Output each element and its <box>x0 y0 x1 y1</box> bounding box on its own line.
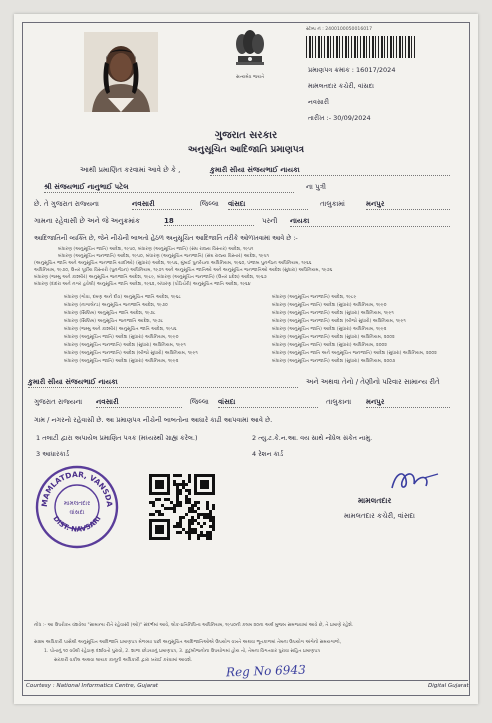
signatory-designation: મામલતદાર <box>358 496 392 505</box>
basis-item: 1 તલાટી દ્વારા અપાયેલ પ્રમાણિત પત્રક (મધ્યસ્થી ગ્રાહ્ય કરેલ.) <box>36 434 198 442</box>
legal-right-item: બંધારણ (અનુસૂચિત જનજાતિ) આદેશ (સુધારા) અધિનિયમ, ૨૦૦૨ <box>272 335 395 340</box>
footer-note: નોંધ :- આ ઉપરોક્ત વંશવેલા "સામાન્ય રીતે રહેવાસી (ઓ)" સંદર્ભમાં આવે, લોક-પ્રતિનિધિત્વ અધિનિયમ, ૧૯૫૦ની કલમ ૨૦ના અર્થ મુજબ સમજવામાં આવે છે, તે પ્રમાણે રહેશે. <box>34 623 354 628</box>
legal-ref: બંધારણ (અનુસૂચિત જાતિ) આદેશ, ૧૯૫૦, બંધારણ (અનુસૂચિત જાતિ) (સંઘ રાજ્ય વિસ્તાર) આદેશ, ૧૯૫૧ <box>58 247 254 252</box>
date-label: તારીખ :- <box>308 114 332 122</box>
legal-ref: બંધારણ (દાદરા અને નગર હવેલી) અનુસૂચિત જાતિ આદેશ, ૧૯૬૨, બંધારણ (પોંડિચેરી) અનુસૂચિત જાતિ આદેશ, ૧૯૬૪ <box>34 282 251 287</box>
signatory-office: મામલતદાર કચેરી, વાંસદા <box>344 512 415 520</box>
government-title: ગુજરાત સરકાર <box>214 130 278 141</box>
seal-top-text: MAMLATDAR, VANSDA <box>39 469 115 508</box>
state2-prefix: ગુજરાત રાજ્યના <box>34 398 83 406</box>
certificate-title: અનુસૂચિત આદિજાતિ પ્રમાણપત્ર <box>187 145 305 155</box>
list-number: 18 <box>164 217 254 226</box>
legal-ref: અધિનિયમ, ૧૯૭૦, ઉત્તર પૂર્વીય વિસ્તારો (પુનર્ગઠન) અધિનિયમ, ૧૯૭૧ અને અનુસૂચિત જાતિઓ અને અનુસૂચિત જનજાતિઓ આદેશ (સુધારા) અધિનિયમ, ૧૯૭૬ <box>34 268 333 273</box>
stamp-serial: સ્ટૅમ્પ નં : 2400100050016017 <box>306 27 373 32</box>
basis-item: 3 આધારકાર્ડ <box>36 450 70 458</box>
village2-value: મનપુર <box>366 398 450 408</box>
legal-right-item: બંધારણ (અનુસૂચિત જનજાતિ) આદેશ (સુધારા) અધિનિયમ, ૨૦૦૩ <box>272 359 396 364</box>
taluka-label: તાલુકામાં <box>320 200 345 208</box>
legal-left-item: બંધારણ (અનુસૂચિત જનજાતિ) આદેશ (સુધારા) અધિનિયમ, ૧૯૯૧ <box>64 343 186 348</box>
legal-right-item: બંધારણ (અનુસૂચિત જાતિ) આદેશ (સુધારા) અધિનિયમ, ૧૯૯૨ <box>272 327 387 332</box>
courtesy-text: Courtesy : National Informatics Centre, Gujarat <box>26 683 159 689</box>
legal-left-item: બંધારણ (જમ્મુ અને કાશ્મીર) અનુસૂચિત જાતિ આદેશ, ૧૯૫૬ <box>64 327 177 332</box>
legal-right-item: બંધારણ (અનુસૂચિત જાતિ) આદેશ (સુધારા) અધિનિયમ, ૧૯૯૦ <box>272 303 387 308</box>
legal-left-item: બંધારણ (સિક્કિમ) અનુસૂચિત જાતિ આદેશ, ૧૯૭૮ <box>64 311 156 316</box>
district-value: નવસારી <box>132 200 192 210</box>
mamlatdar-seal-icon <box>34 464 120 550</box>
seal-center-text: મામલતદાર <box>63 500 91 507</box>
footer-line: સરકારી વકીલ અથવા લાયક કાનૂની અધિકારી દ્વારા ખરાઈ કરવામાં આવશે. <box>54 658 193 663</box>
footer-line: 1. પોતાનું ૧૦ વર્ષથી રહેઠાણ દર્શાવતો પુરાવો, 2. શાળા છોડયાનું પ્રમાણપત્ર, 3. કુટુંબીજનોના ઉપયોગમાં હોય તો, તેમના વિગતવાર પુરાવા સહિત પ્રમાણપત્ર <box>44 649 321 654</box>
member-name: કુમારી સીયા સંજયભાઈ નાયકા <box>28 378 298 388</box>
tribe-label: પરની <box>262 217 278 225</box>
legal-left-item: બંધારણ (ગોવા, દમણ અને દીવ) અનુસૂચિત જાતિ આદેશ, ૧૯૬૮ <box>64 295 181 300</box>
legal-left-item: બંધારણ (સિક્કિમ) અનુસૂચિત જનજાતિ આદેશ, ૧૯૭૮ <box>64 319 164 324</box>
barcode <box>306 36 416 58</box>
seal-center-text-2: વાંસદા <box>69 509 85 516</box>
list-prefix: ગામના રહેવાસી છે અને જે અનુક્રમાંક <box>34 217 140 225</box>
seal-bottom-text: DIST. NAVSARI <box>51 514 103 534</box>
legal-left-item: બંધારણ (અનુસૂચિત જાતિ) આદેશ (સુધારા) અધિનિયમ, ૧૯૯૨ <box>64 359 179 364</box>
district2-value: નવસારી <box>96 398 182 408</box>
recognition-text: આદિજાતિની વ્યક્તિ છે, જેને નીચેની બાબતો હેઠળ અનુસૂચિત આદિજાતિ તરીકે ઓળખવામાં આવે છે :- <box>34 234 298 242</box>
village-value: મનપુર <box>366 200 450 210</box>
intro-text: આથી પ્રમાણિત કરવામાં આવે છે કે , <box>80 166 181 174</box>
svg-text:DIST. NAVSARI <box>51 515 102 534</box>
legal-ref: બંધારણ (અનુસૂચિત જનજાતિ) આદેશ, ૧૯૫૦, બંધારણ (અનુસૂચિત જનજાતિ) (સંઘ રાજ્ય વિસ્તાર) આદેશ, ૧૯૫૧ <box>58 254 269 259</box>
national-emblem-icon <box>230 26 270 78</box>
legal-ref: બંધારણ (જમ્મુ અને કાશ્મીર) અનુસૂચિત જનજાતિ આદેશ, ૧૯૮૯, બંધારણ (અનુસૂચિત જનજાતિ) (ઉત્તર પ્રદેશ) આદેશ, ૧૯૬૭ <box>34 275 267 280</box>
certificate-sheet <box>14 14 478 704</box>
district-label: જિલ્લા <box>200 200 219 208</box>
basis-item: 4 રેશન કાર્ડ <box>252 450 284 458</box>
legal-right-item: બંધારણ (અનુસૂચિત જનજાતિ) આદેશ, ૧૯૮૯ <box>272 295 357 300</box>
applicant-photo <box>84 32 158 112</box>
member-suffix: અને અથવા તેનો / તેણીનો પરિવાર સામાન્ય રીતે <box>306 378 440 386</box>
legal-left-item: બંધારણ (નાગાલેન્ડ) અનુસૂચિત જનજાતિ આદેશ, ૧૯૭૦ <box>64 303 168 308</box>
holder-name: કુમારી સીયા સંજયભાઈ નાયકા <box>210 166 450 176</box>
relation-label: ના પુત્રી <box>306 183 327 191</box>
footer-line: સક્ષમ અધિકારી પાસેથી અનુસૂચિત આદિજાતિ પ્રમાણપત્ર મેળવ્યા પછી અનુસૂચિત આદિજાતિઓએ ઉપયોગ વખતે અથવા ભૂતકાળમાં તેમના ઉપયોગ અંગેનો સમયગાળો, <box>34 640 342 645</box>
office-line: મામલતદાર કચેરી, વાંસદા <box>308 82 374 90</box>
qr-code <box>149 474 215 540</box>
certificate-number: 16017/2024 <box>356 66 396 74</box>
father-name: શ્રી સંજયભાઈ નાનુભાઈ પટેલ <box>44 183 294 193</box>
tribe-value: નાયકા <box>290 217 450 227</box>
legal-left-item: બંધારણ (અનુસૂચિત જનજાતિ) આદેશ (બીજો સુધારો) અધિનિયમ, ૧૯૯૧ <box>64 351 198 356</box>
district-line: નવસારી <box>308 98 329 106</box>
state-prefix: છે. તે ગુજરાત રાજ્યના <box>34 200 99 208</box>
footer-divider <box>24 680 468 681</box>
legal-right-item: બંધારણ (અનુસૂચિત જનજાતિ) આદેશ (સુધારા) અધિનિયમ, ૧૯૯૧ <box>272 311 394 316</box>
handwritten-reg-no: Reg No 6943 <box>225 662 306 680</box>
digital-gujarat-text: Digital Gujarat <box>428 683 469 689</box>
issue-date: 30/09/2024 <box>333 114 371 122</box>
legal-right-item: બંધારણ (અનુસૂચિત જાતિ અને અનુસૂચિત જનજાતિ) આદેશ (સુધારા) અધિનિયમ, ૨૦૦૨ <box>272 351 437 356</box>
taluka-value: વાંસદા <box>228 200 308 210</box>
legal-left-item: બંધારણ (અનુસૂચિત જાતિ) આદેશ (સુધારા) અધિનિયમ, ૧૯૯૦ <box>64 335 179 340</box>
certificate-number-label: પ્રમાણપત્ર ક્રમાંક : <box>308 66 354 74</box>
legal-ref: (અનુસૂચિત જાતિ અને અનુસૂચિત જનજાતિ યાદીઓ) (સુધારા) આદેશ, ૧૯૫૬, મુંબઈ પુનર્રચના અધિનિયમ, ૧૯૬૦, પંજાબ પુનર્ગઠન અધિનિયમ, ૧૯૬૬ <box>34 261 312 266</box>
taluka2-value: વાંસદા <box>218 398 318 408</box>
taluka2-label: તાલુકાના <box>326 398 352 406</box>
legal-right-item: બંધારણ (અનુસૂચિત જાતિ) આદેશ (સુધારા) અધિનિયમ, ૨૦૦૨ <box>272 343 387 348</box>
legal-right-item: બંધારણ (અનુસૂચિત જનજાતિ) આદેશ (બીજો સુધારો) અધિનિયમ, ૧૯૯૧ <box>272 319 406 324</box>
signature-mark-icon <box>386 466 446 496</box>
emblem-caption: સત્યમેવ જયતે <box>236 75 265 80</box>
residence-line: ગામ / નગરનો રહેવાસી છે. આ પ્રમાણપત્ર નીચેની બાબતોના આધારે કાઢી આપવામાં આવે છે. <box>34 416 273 424</box>
basis-item: 2 ત્યુ.ટ.કે.ન.આ. વય સાથે નોંધેલ સંકેત નામુ. <box>252 434 373 442</box>
district2-label: જિલ્લા <box>190 398 209 406</box>
